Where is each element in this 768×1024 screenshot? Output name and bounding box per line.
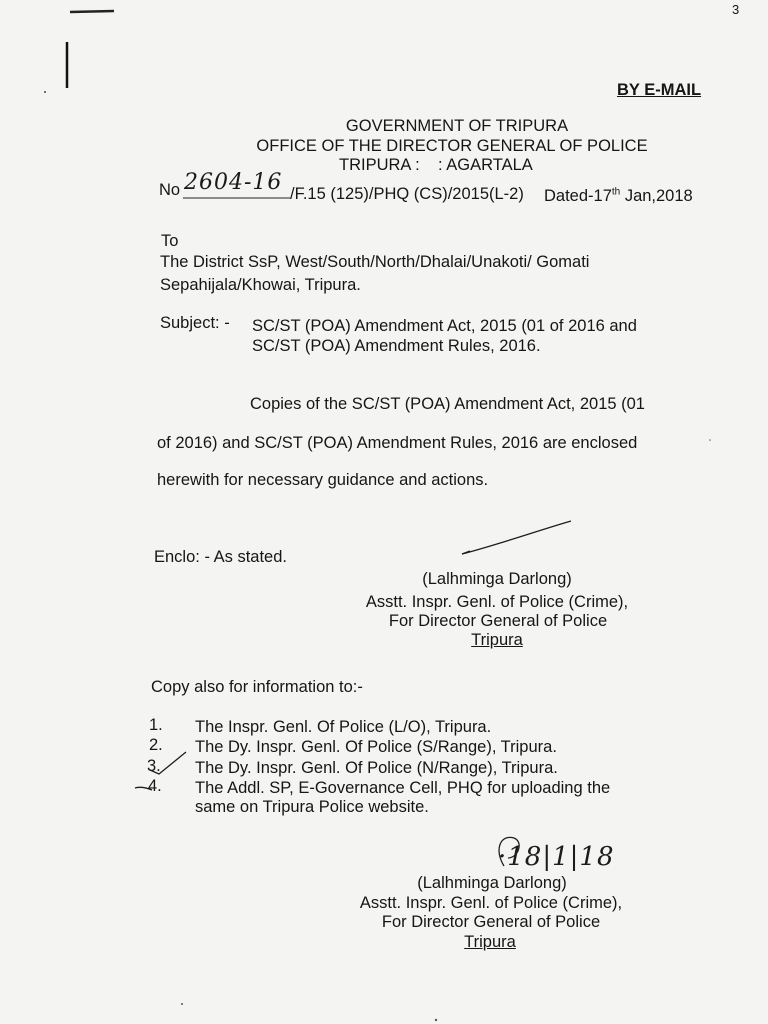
signature-2-place: Tripura <box>464 933 516 951</box>
dated-text: Dated-17th Jan,2018 <box>544 186 693 205</box>
body-line-2: of 2016) and SC/ST (POA) Amendment Rules, 2016 are enclosed <box>157 434 638 452</box>
speck-1 <box>181 1003 183 1005</box>
handwritten-date-initials: ·18|1|18 <box>498 842 615 872</box>
file-number: /F.15 (125)/PHQ (CS)/2015(L-2) <box>290 185 524 203</box>
copy-item-4-text: The Addl. SP, E-Governance Cell, PHQ for uploading the <box>195 779 611 797</box>
copy-item-3-text: The Dy. Inspr. Genl. Of Police (N/Range), Tripura. <box>195 759 558 777</box>
page-number: 3 <box>732 2 740 17</box>
header-line-government: GOVERNMENT OF TRIPURA <box>345 117 569 135</box>
handwritten-reference-number: 2604-16 <box>184 170 283 195</box>
copy-item-1-number: 1. <box>149 716 163 734</box>
copy-item-2-text: The Dy. Inspr. Genl. Of Police (S/Range), Tripura. <box>195 738 557 756</box>
body-line-1: Copies of the SC/ST (POA) Amendment Act, 2015 (01 <box>250 395 645 413</box>
signature-1-for: For Director General of Police <box>388 612 608 630</box>
copy-item-4-number: 4. <box>148 777 162 795</box>
header-line-place: TRIPURA : : AGARTALA <box>339 156 533 174</box>
header-line-office: OFFICE OF THE DIRECTOR GENERAL OF POLICE <box>256 137 648 155</box>
signature-1-place: Tripura <box>471 631 523 649</box>
subject-label: Subject: - <box>160 314 230 332</box>
addressee-to: To <box>161 232 179 250</box>
copy-item-2-number: 2. <box>149 736 163 754</box>
signature-2-for: For Director General of Police <box>381 913 601 931</box>
subject-line-2: SC/ST (POA) Amendment Rules, 2016. <box>252 337 541 355</box>
enclosure-note: Enclo: - As stated. <box>154 548 287 566</box>
speck-3 <box>709 439 711 441</box>
subject-line-1: SC/ST (POA) Amendment Act, 2015 (01 of 2016 and <box>252 317 637 335</box>
copy-item-1-text: The Inspr. Genl. Of Police (L/O), Tripura. <box>195 718 492 736</box>
signature-1-designation: Asstt. Inspr. Genl. of Police (Crime), <box>365 593 629 611</box>
reference-prefix: No <box>159 181 181 199</box>
addressee-line-1: The District SsP, West/South/North/Dhalai/Unakoti/ Gomati <box>160 253 590 271</box>
by-email-label: BY E-MAIL <box>617 81 702 99</box>
addressee-line-2: Sepahijala/Khowai, Tripura. <box>160 276 361 294</box>
signature-2-designation: Asstt. Inspr. Genl. of Police (Crime), <box>359 894 623 912</box>
copy-item-3-number: 3. <box>147 757 161 775</box>
body-line-3: herewith for necessary guidance and actions. <box>157 471 489 489</box>
copy-item-4-text-continued: same on Tripura Police website. <box>195 798 429 816</box>
signature-2-name: (Lalhminga Darlong) <box>417 874 567 892</box>
signature-1-name: (Lalhminga Darlong) <box>422 570 572 588</box>
speck-2 <box>435 1019 437 1021</box>
copy-to-heading: Copy also for information to:- <box>151 678 363 696</box>
